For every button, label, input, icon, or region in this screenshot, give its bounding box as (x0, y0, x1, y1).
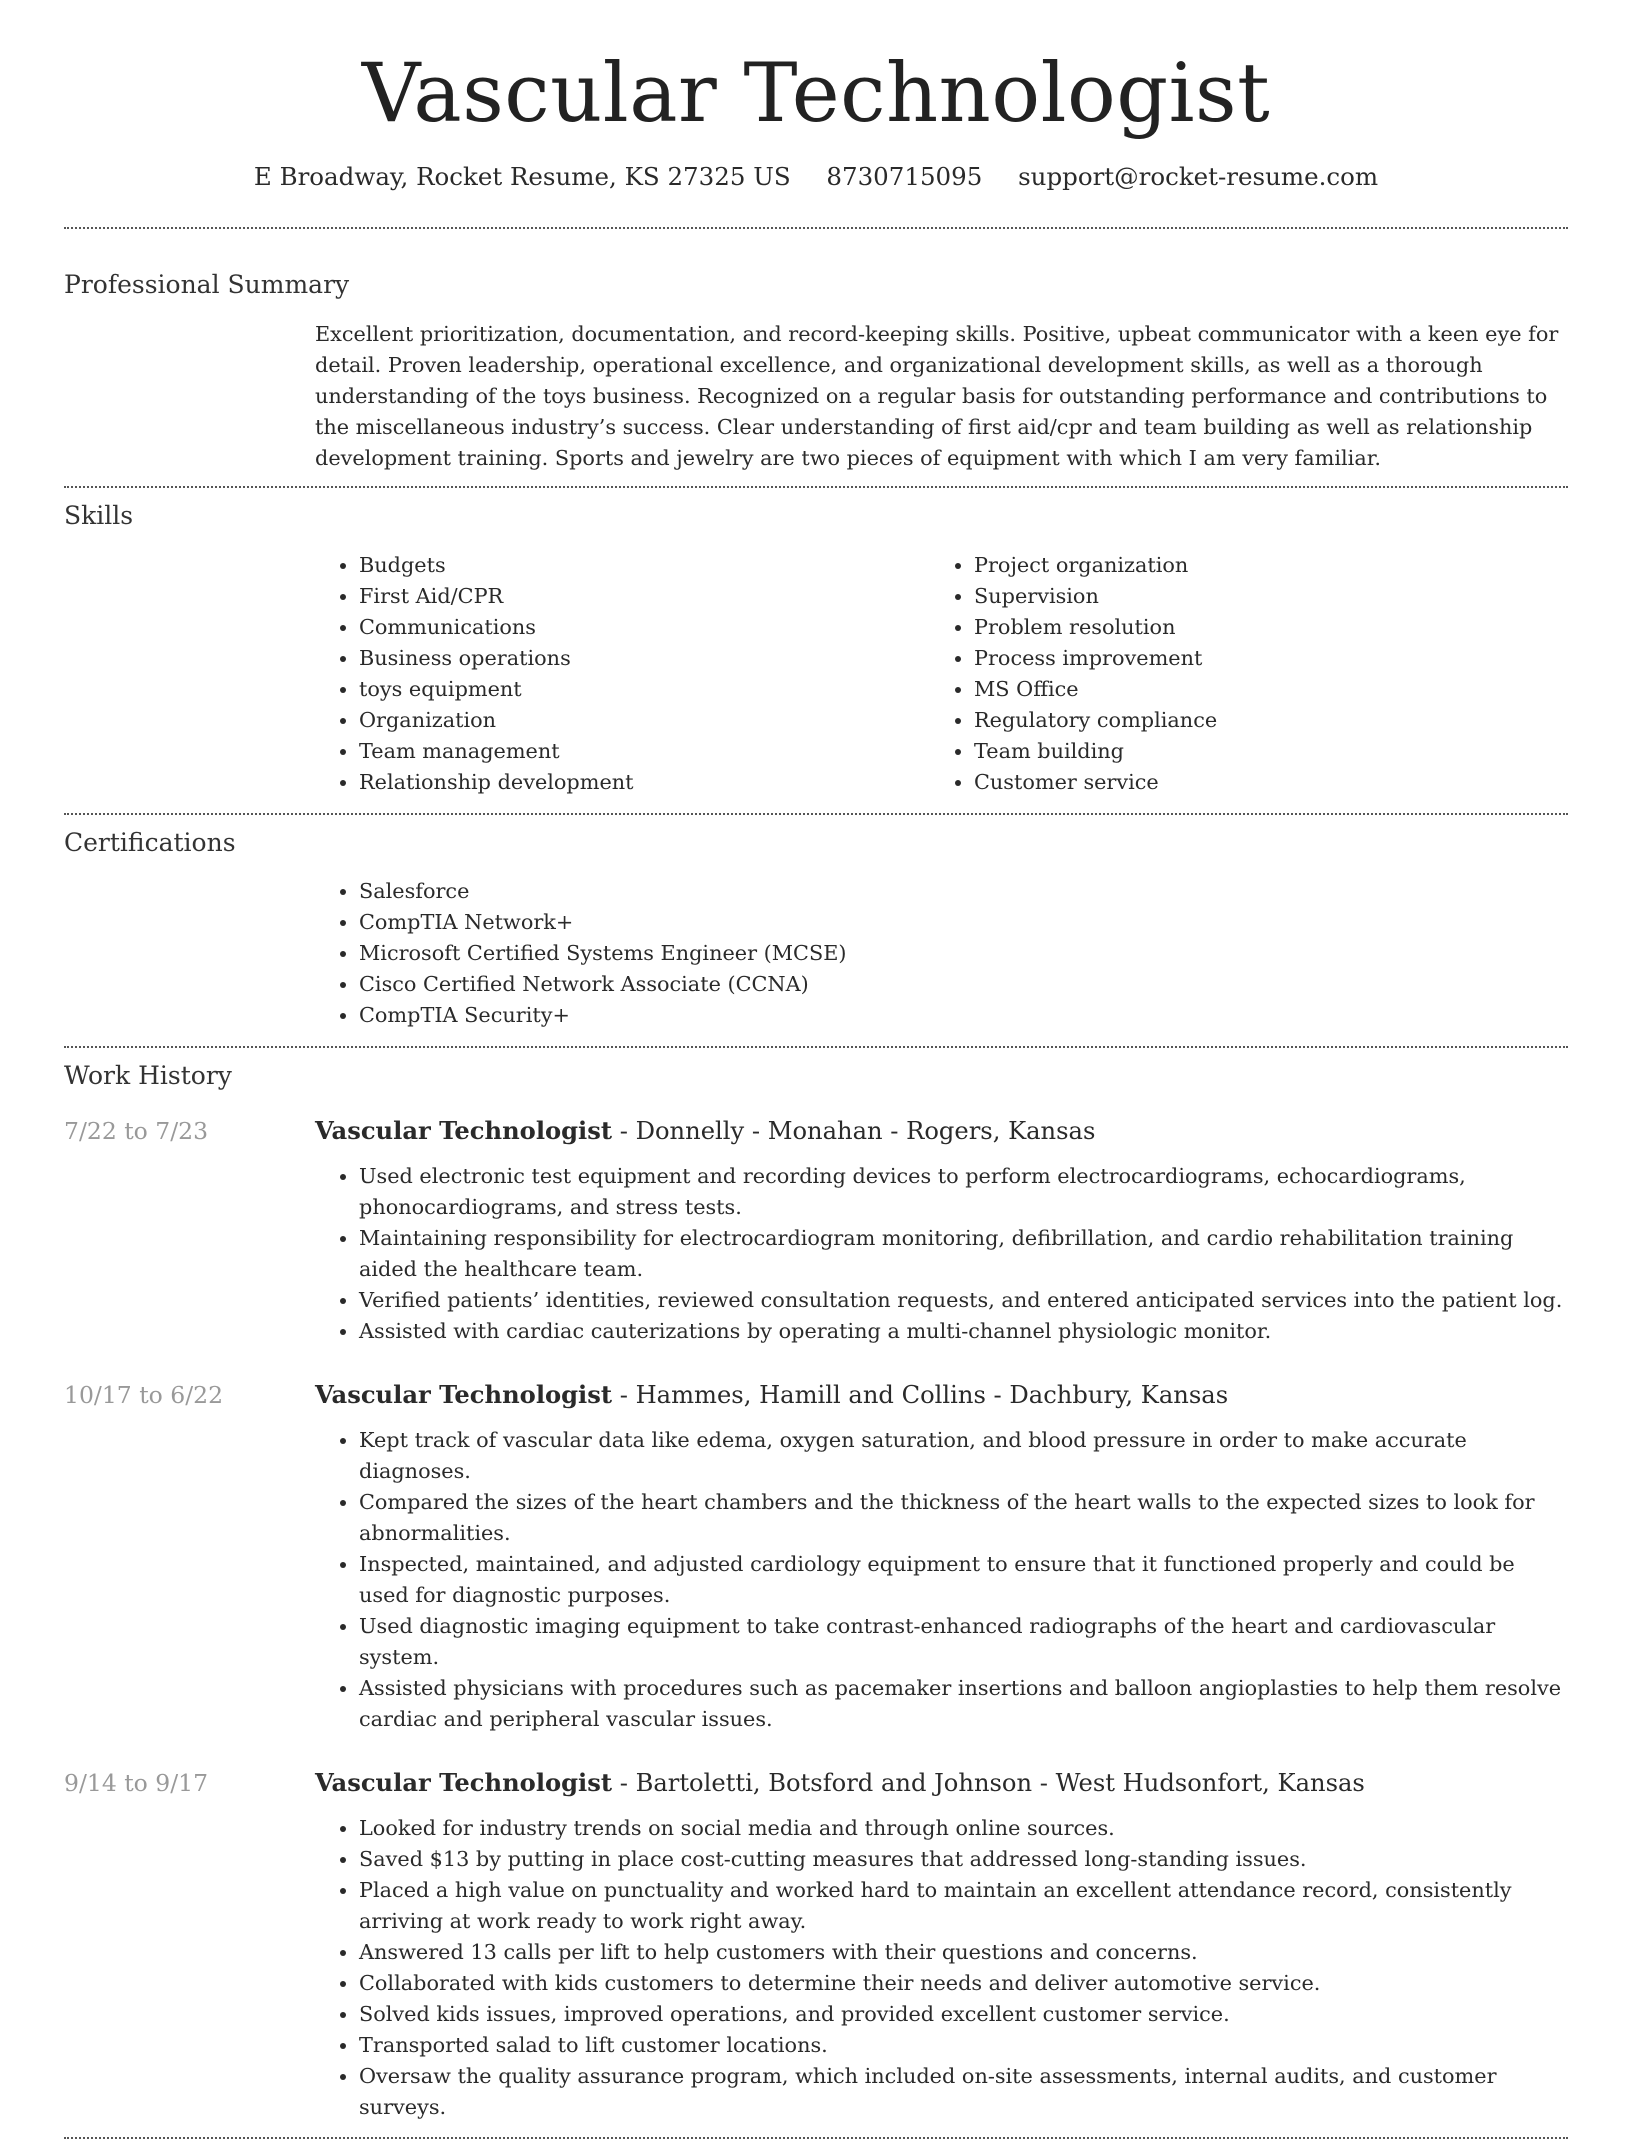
certifications-section (64, 815, 1568, 1032)
job-bullet: • Answered 13 calls per lift to help customers with their questions and concerns. (359, 1937, 1568, 1968)
job-bullets (315, 1425, 1568, 1735)
job-bullet: • Collaborated with kids customers to determine their needs and deliver automotive service. (359, 1968, 1568, 1999)
contact-email: support@rocket-resume.com (1018, 162, 1379, 192)
section-title-work-history: Work History (64, 1061, 232, 1091)
certification-item: • CompTIA Security+ (359, 1000, 1568, 1031)
skill-item: • toys equipment (359, 674, 930, 705)
skill-item: • Budgets (359, 550, 930, 581)
job-dates: 7/22 to 7/23 (64, 1116, 209, 1145)
skill-item: • Team building (974, 736, 1545, 767)
certification-item: • CompTIA Network+ (359, 907, 1568, 938)
job-bullet: • Used diagnostic imaging equipment to take contrast-enhanced radiographs of the heart and cardiovascular system. (359, 1611, 1568, 1673)
job-bullet: • Kept track of vascular data like edema, oxygen saturation, and blood pressure in order to make accurate diagnoses. (359, 1425, 1568, 1487)
skill-item: • Customer service (974, 767, 1545, 798)
job-dates: 10/17 to 6/22 (64, 1380, 224, 1409)
skill-item: • Organization (359, 705, 930, 736)
job-bullet: • Oversaw the quality assurance program, which included on-site assessments, internal audits, and customer surveys. (359, 2061, 1568, 2123)
skills-column-left (315, 550, 930, 798)
job-bullet: • Compared the sizes of the heart chambers and the thickness of the heart walls to the expected sizes to look for abnormalities. (359, 1487, 1568, 1549)
job-company: - Hammes, Hamill and Collins - Dachbury, Kansas (612, 1380, 1229, 1409)
job-bullets (315, 1161, 1568, 1347)
job-title (315, 1378, 1568, 1412)
skill-item: • Process improvement (974, 643, 1545, 674)
skills-grid (315, 550, 1568, 798)
job-role: Vascular Technologist (315, 1115, 613, 1145)
resume-header (64, 0, 1568, 193)
job-entry (64, 1114, 1568, 1347)
job-body (315, 1378, 1568, 1735)
contact-address: E Broadway, Rocket Resume, KS 27325 US (253, 162, 791, 192)
job-body (315, 1766, 1568, 2123)
candidate-name: Vascular Technologist (361, 47, 1271, 141)
certification-item: • Salesforce (359, 876, 1568, 907)
job-company: - Bartoletti, Botsford and Johnson - West Hudsonfort, Kansas (612, 1768, 1365, 1797)
contact-line (64, 161, 1568, 193)
skills-list-left (315, 550, 930, 798)
summary-section (64, 229, 1568, 475)
job-bullet: • Inspected, maintained, and adjusted cardiology equipment to ensure that it functioned properly and could be used for diagnostic purposes. (359, 1549, 1568, 1611)
skill-item: • Relationship development (359, 767, 930, 798)
certification-item: • Cisco Certified Network Associate (CCNA) (359, 969, 1568, 1000)
skill-item: • Supervision (974, 581, 1545, 612)
job-bullet: • Looked for industry trends on social media and through online sources. (359, 1813, 1568, 1844)
skills-column-right (930, 550, 1545, 798)
job-bullet: • Verified patients’ identities, reviewed consultation requests, and entered anticipated services into the patient log. (359, 1285, 1568, 1316)
section-title-skills: Skills (64, 501, 134, 531)
job-dates: 9/14 to 9/17 (64, 1768, 209, 1797)
job-title (315, 1766, 1568, 1800)
summary-text: Excellent prioritization, documentation, and record-keeping skills. Positive, upbeat communicator with a keen eye for detail. Proven leadership, operational excellence, and organizational development skills, as well as a thorough understanding of the toys business. Recognized on a regular basis for outstanding performance and contributions to the miscellaneous industry’s success. Clear understanding of first aid/cpr and team building as well as relationship development training. Sports and jewelry are two pieces of equipment with which I am very familiar. (315, 322, 1559, 471)
job-entry (64, 1766, 1568, 2123)
job-bullet: • Maintaining responsibility for electrocardiogram monitoring, defibrillation, and cardio rehabilitation training aided the healthcare team. (359, 1223, 1568, 1285)
certifications-list (315, 876, 1568, 1031)
skill-item: • Project organization (974, 550, 1545, 581)
job-bullet: • Saved $13 by putting in place cost-cutting measures that addressed long-standing issues. (359, 1844, 1568, 1875)
section-title-summary: Professional Summary (64, 269, 350, 299)
job-bullet: • Assisted physicians with procedures such as pacemaker insertions and balloon angioplasties to help them resolve cardiac and peripheral vascular issues. (359, 1673, 1568, 1735)
skill-item: • Business operations (359, 643, 930, 674)
job-bullets (315, 1813, 1568, 2123)
skills-content (315, 550, 1568, 798)
section-title-certifications: Certifications (64, 827, 236, 857)
job-entry (64, 1378, 1568, 1735)
job-bullet: • Transported salad to lift customer locations. (359, 2030, 1568, 2061)
skill-item: • Communications (359, 612, 930, 643)
job-title (315, 1114, 1568, 1148)
job-bullet: • Solved kids issues, improved operations, and provided excellent customer service. (359, 1999, 1568, 2030)
skill-item: • Regulatory compliance (974, 705, 1545, 736)
job-company: - Donnelly - Monahan - Rogers, Kansas (612, 1116, 1096, 1145)
summary-content (315, 319, 1568, 474)
skills-list-right (930, 550, 1545, 798)
job-body (315, 1114, 1568, 1347)
work-history-section (64, 1048, 1568, 2123)
skill-item: • Problem resolution (974, 612, 1545, 643)
job-bullet: • Placed a high value on punctuality and worked hard to maintain an excellent attendance record, consistently arriving at work ready to work right away. (359, 1875, 1568, 1937)
skills-section (64, 488, 1568, 798)
job-role: Vascular Technologist (315, 1379, 613, 1409)
skill-item: • Team management (359, 736, 930, 767)
skill-item: • MS Office (974, 674, 1545, 705)
certification-item: • Microsoft Certified Systems Engineer (MCSE) (359, 938, 1568, 969)
contact-phone: 8730715095 (826, 162, 983, 192)
skill-item: • First Aid/CPR (359, 581, 930, 612)
job-role: Vascular Technologist (315, 1767, 613, 1797)
job-bullet: • Used electronic test equipment and recording devices to perform electrocardiograms, echocardiograms, phonocardiograms, and stress tests. (359, 1161, 1568, 1223)
certifications-content (315, 876, 1568, 1031)
job-bullet: • Assisted with cardiac cauterizations by operating a multi-channel physiologic monitor. (359, 1316, 1568, 1347)
